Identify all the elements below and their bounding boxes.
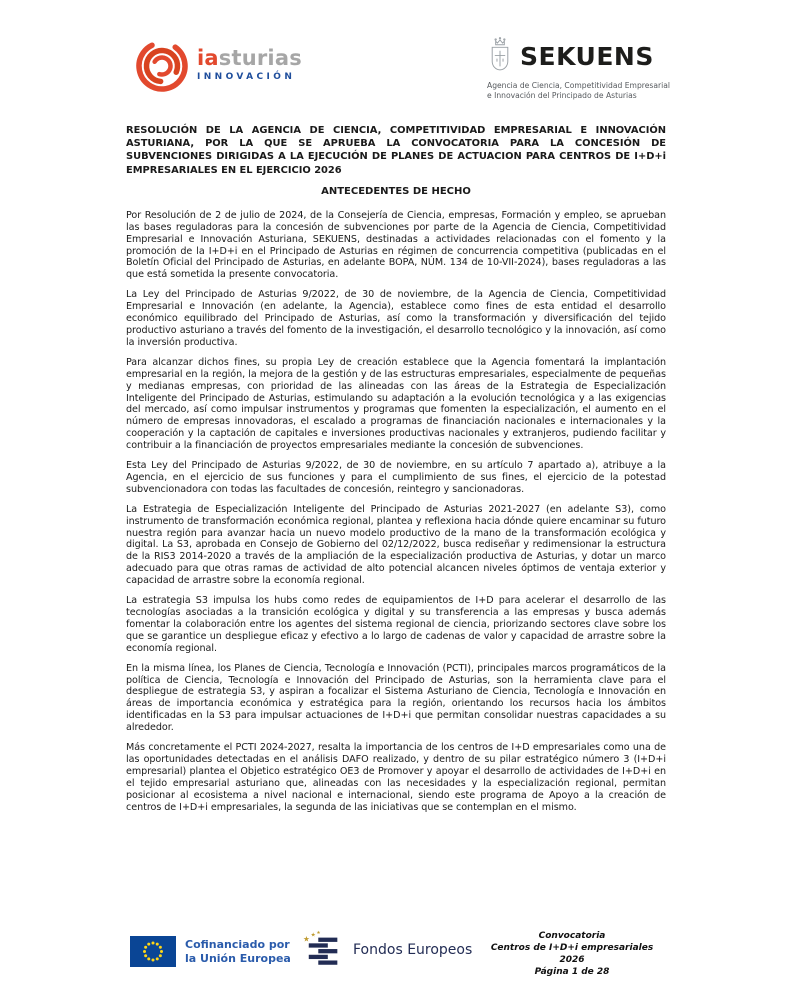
fondos-europeos-logo xyxy=(303,930,472,970)
iasturias-swirl-icon xyxy=(134,38,190,94)
iasturias-logo xyxy=(134,38,302,94)
sekuens-subtitle-line2: e Innovación del Principado de Asturias xyxy=(487,90,637,100)
paragraph: La estrategia S3 impulsa los hubs como redes de equipamientos de I+D para acelerar el desarrollo de las tecnologías asociadas a la transición ecológica y digital y su transferencia a las empresas y busca además fomentar la colaboración entre los agentes del sistema regional de ciencia, priorizando sectores clave sobre los que se garantice un despliegue eficaz y efectivo a lo largo de cadenas de valor y capacidad de arrastre sobre la economía regional. xyxy=(126,595,666,654)
document-content xyxy=(126,124,666,822)
iasturias-subtitle: INNOVACIÓN xyxy=(197,72,296,82)
sekuens-name: SEKUENS xyxy=(520,41,654,71)
sekuens-logo xyxy=(487,34,673,100)
sekuens-subtitle-line1: Agencia de Ciencia, Competitividad Empresarial xyxy=(487,81,670,90)
section-heading: ANTECEDENTES DE HECHO xyxy=(321,185,471,197)
eu-flag-icon xyxy=(130,936,176,967)
svg-text:★: ★ xyxy=(303,934,310,944)
iasturias-sturias: sturias xyxy=(218,46,302,70)
iasturias-wordmark xyxy=(197,47,302,82)
sekuens-subtitle xyxy=(487,81,673,100)
eu-cofunding-logo xyxy=(130,936,291,967)
eu-cofunding-line2: la Unión Europea xyxy=(185,951,291,965)
paragraph: Para alcanzar dichos fines, su propia Ley de creación establece que la Agencia fomentará la implantación empresarial en la región, la mejora de la gestión y de las estructuras empresariales, especialmente de pequeñas y medianas empresas, con prioridad de las alineadas con las áreas de la Estrategia de Especialización Inteligente del Principado de Asturias, estimulando su adaptación a la evolución tecnológica y a las exigencias del mercado, así como impulsar instrumentos y programas que fomenten la especialización, el aumento en el número de empresas innovadoras, el escalado a programas de financiación nacionales e internacionales y la cooperación y la captación de capitales e inversiones productivas nacionales y extranjeros, pudiendo facilitar y contribuir a la financiación de proyectos empresariales mediante la concesión de subvenciones. xyxy=(126,356,666,452)
pagination-line: Centros de I+D+i empresariales xyxy=(490,943,654,953)
document-title: RESOLUCIÓN DE LA AGENCIA DE CIENCIA, COMPETITIVIDAD EMPRESARIAL E INNOVACIÓN ASTURIANA, POR LA QUE SE APRUEBA LA CONVOCATORIA PARA LA CONCESIÓN DE SUBVENCIONES DIRIGIDAS A LA EJECUCIÓN DE PLANES DE ACTUACION PARA CENTROS DE I+D+i EMPRESARIALES EN EL EJERCICIO 2026 xyxy=(126,125,666,176)
body-paragraphs xyxy=(126,210,666,814)
svg-text:★: ★ xyxy=(316,930,321,936)
paragraph: La Estrategia de Especialización Inteligente del Principado de Asturias 2021-2027 (en adelante S3), como instrumento de transformación económica regional, plantea y reflexiona hacia dónde quiere encaminar su futuro nuestra región para avanzar hacia un nuevo modelo productivo de la mano de la transformación ecológica y digital. La S3, aprobada en Consejo de Gobierno del 02/12/2022, busca rediseñar y redimensionar la estructura de la RIS3 2014-2020 a través de la ampliación de la especialización productiva de Asturias, y dotar un marco adecuado para que otras ramas de actividad de alto potencial alcancen niveles óptimos de ventaja exterior y capacidad de arrastre sobre la economía regional. xyxy=(126,503,666,587)
footer-pagination xyxy=(460,930,684,978)
paragraph: Por Resolución de 2 de julio de 2024, de la Consejería de Ciencia, empresas, Formación y empleo, se aprueban las bases reguladoras para la concesión de subvenciones por parte de la Agencia de Ciencia, Competitividad Empresarial e Innovación Asturiana, SEKUENS, destinadas a actividades relacionadas con el fomento y la promoción de la I+D+i en el Principado de Asturias en régimen de concurrencia competitiva (publicadas en el Boletín Oficial del Principado de Asturias, en adelante BOPA, NÚM. 134 de 10-VII-2024), bases reguladoras a las que está sometida la presente convocatoria. xyxy=(126,209,666,281)
fondos-europeos-label: Fondos Europeos xyxy=(353,942,473,958)
eu-cofunding-label xyxy=(185,938,291,965)
pagination-line: Página 1 de 28 xyxy=(534,967,610,977)
sekuens-crest-icon xyxy=(487,34,513,78)
paragraph: En la misma línea, los Planes de Ciencia, Tecnología e Innovación (PCTI), principales marcos programáticos de la política de Ciencia, Tecnología e Innovación del Principado de Asturias, son la herramienta clave para el despliegue de estrategia S3, y aspiran a focalizar el Sistema Asturiano de Ciencia, Tecnología e Innovación en áreas de importancia económica y estratégica para la región, orientando los recursos hacia los ámbitos identificadas en la S3 para impulsar actuaciones de I+D+i que permitan consolidar nuestras capacidades a su alrededor. xyxy=(126,662,666,734)
iasturias-ia: ia xyxy=(197,46,219,70)
pagination-line: 2026 xyxy=(559,955,585,965)
pagination-line: Convocatoria xyxy=(538,931,606,941)
paragraph: Más concretamente el PCTI 2024-2027, resalta la importancia de los centros de I+D empresariales como una de las oportunidades detectadas en el análisis DAFO realizado, y dentro de su pilar estratégico número 3 (I+D+i empresarial) plantea el Objetico estratégico OE3 de Promover y apoyar el desarrollo de actividades de I+D+i en el tejido empresarial asturiano que, alineadas con las necesidades y la especialización regional, permitan posicionar al ecosistema a nivel nacional e internacional, siendo este programa de Apoyo a la creación de centros de I+D+i empresariales, la segunda de las iniciativas que se contemplan en el mismo. xyxy=(126,742,666,813)
paragraph: La Ley del Principado de Asturias 9/2022, de 30 de noviembre, de la Agencia de Ciencia, Competitividad Empresarial e Innovación (en adelante, la Agencia), establece como fines de esta entidad el desarrollo económico equilibrado del Principado de Asturias, así como la transformación y diversificación del tejido productivo asturiano a través del fomento de la investigación, el desarrollo tecnológico y la innovación, así como la inversión productiva. xyxy=(126,289,666,348)
eu-cofunding-line1: Cofinanciado por xyxy=(185,938,290,951)
fondos-europeos-icon xyxy=(303,930,345,970)
svg-text:★: ★ xyxy=(310,932,316,939)
iasturias-name xyxy=(197,47,302,69)
paragraph: Esta Ley del Principado de Asturias 9/2022, de 30 de noviembre, en su artículo 7 apartado a), atribuye a la Agencia, en el ejercicio de sus funciones y para el cumplimiento de sus fines, el ejercicio de la potestad subvencionadora con todas las facultades de concesión, reintegro y sancionadoras. xyxy=(126,460,666,495)
